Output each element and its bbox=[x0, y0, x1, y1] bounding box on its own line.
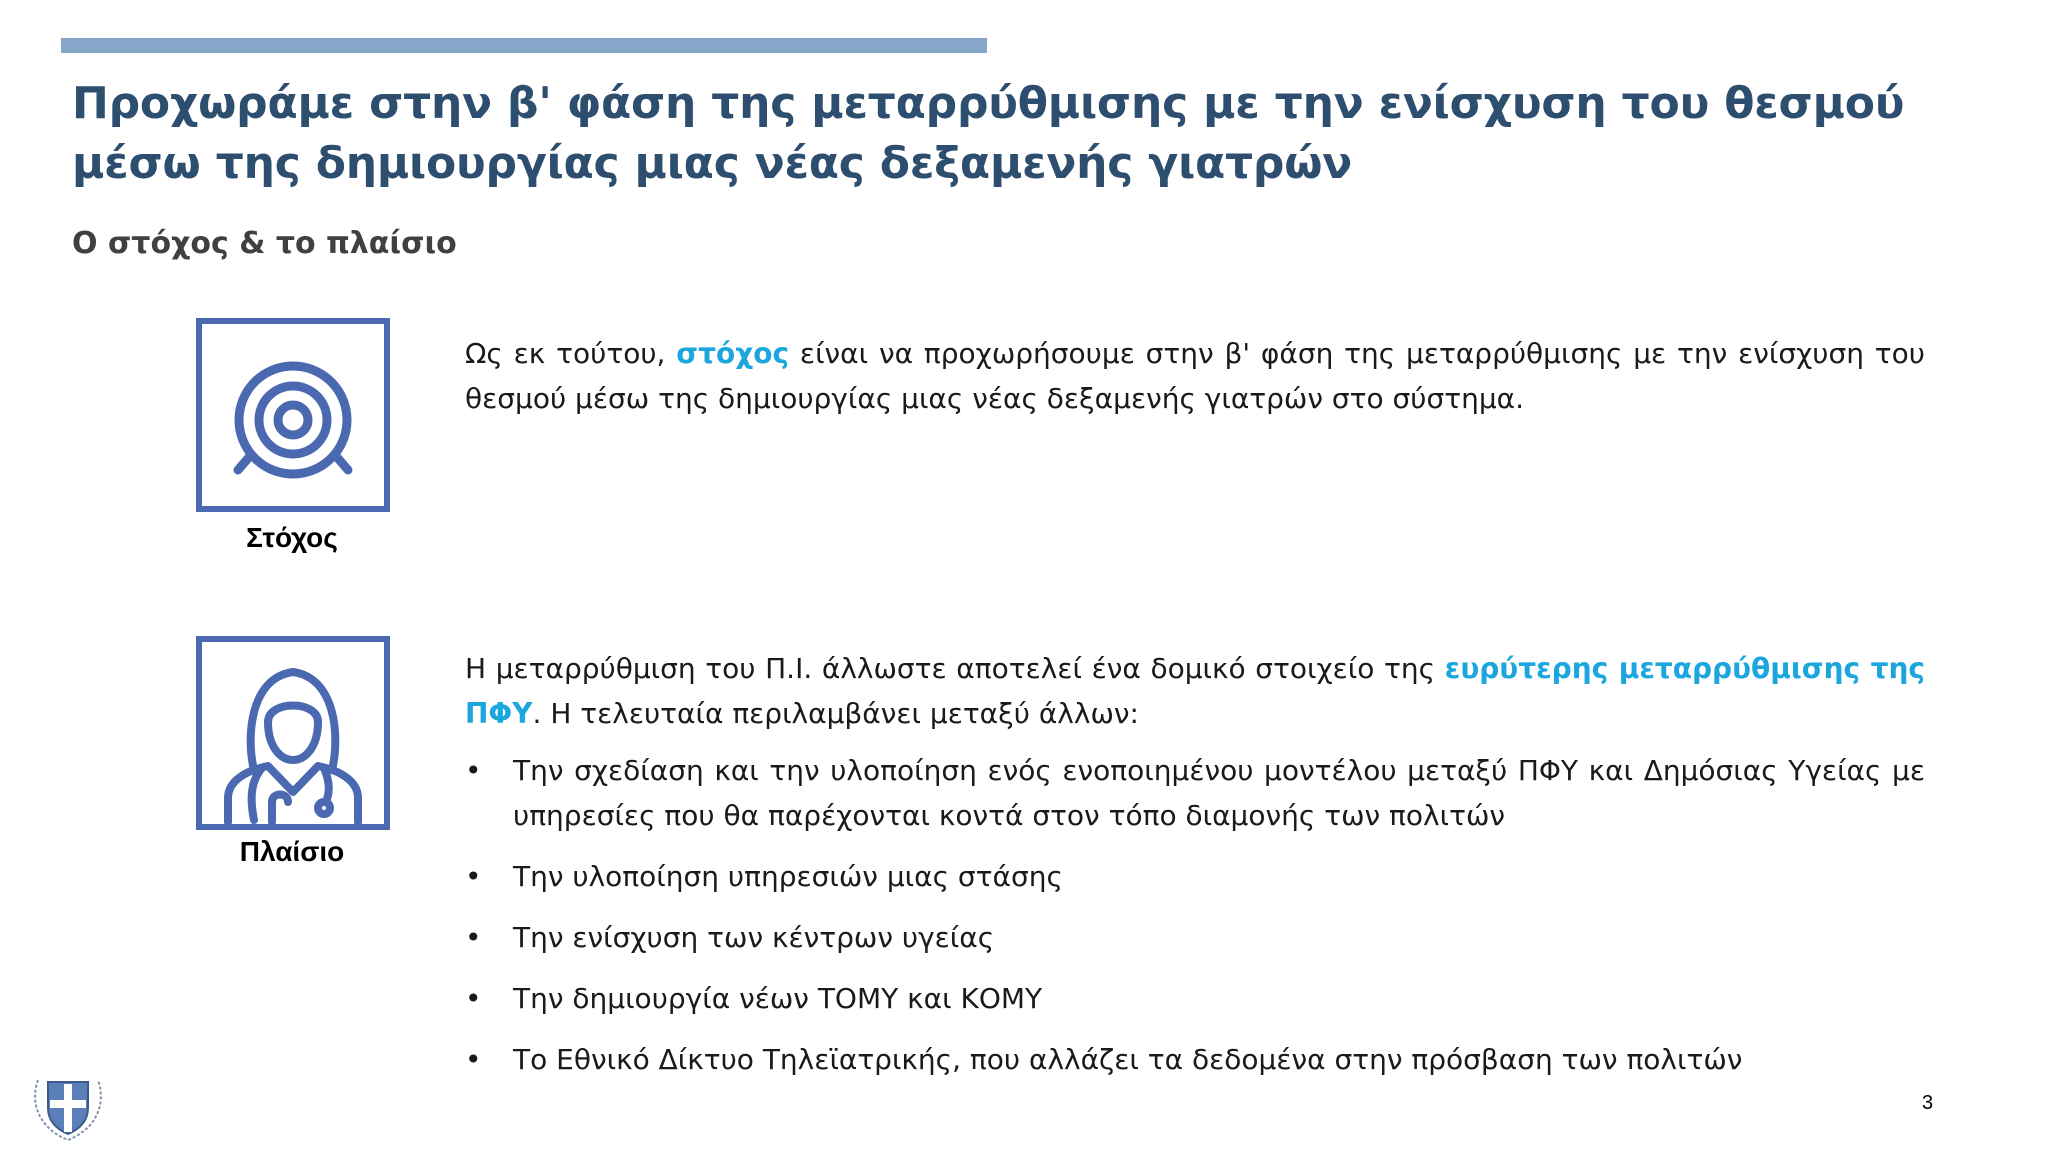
goal-paragraph bbox=[465, 331, 1925, 421]
framework-text-before: Η μεταρρύθμιση του Π.Ι. άλλωστε αποτελεί ένα δομικό στοιχείο της bbox=[465, 652, 1445, 685]
bullet-text: Την σχεδίαση και την υλοποίηση ενός ενοποιημένου μοντέλου μεταξύ ΠΦΥ και Δημόσιας Υγείας με υπηρεσίες που θα παρέχονται κοντά στον τόπο διαμονής των πολιτών bbox=[513, 754, 1925, 832]
top-accent-bar bbox=[61, 38, 987, 53]
goal-text-before: Ως εκ τούτου, bbox=[465, 337, 677, 370]
goal-caption: Στόχος bbox=[246, 522, 338, 553]
goal-text-after: είναι να προχωρήσουμε στην β' φάση της μεταρρύθμισης με την ενίσχυση του θεσμού μέσω της δημιουργίας μιας νέας δεξαμενής γιατρών στο σύστημα. bbox=[465, 337, 1925, 415]
framework-paragraph bbox=[465, 646, 1925, 736]
target-icon bbox=[196, 318, 390, 512]
goal-highlight: στόχος bbox=[676, 337, 790, 370]
bullet-text: Το Εθνικό Δίκτυο Τηλεϊατρικής, που αλλάζει τα δεδομένα στην πρόσβαση των πολιτών bbox=[513, 1043, 1743, 1076]
bullet-icon: • bbox=[465, 921, 482, 954]
framework-highlight: ευρύτερης μεταρρύθμισης της ΠΦΥ bbox=[465, 652, 1925, 730]
slide-subtitle: Ο στόχος & το πλαίσιο bbox=[72, 226, 457, 261]
list-item bbox=[465, 976, 1925, 1021]
list-item bbox=[465, 854, 1925, 899]
bullet-icon: • bbox=[465, 754, 482, 787]
bullet-icon: • bbox=[465, 1043, 482, 1076]
slide-title: Προχωράμε στην β' φάση της μεταρρύθμισης με την ενίσχυση του θεσμού μέσω της δημιουργίας μιας νέας δεξαμενής γιατρών bbox=[72, 78, 1905, 189]
bullet-text: Την υλοποίηση υπηρεσιών μιας στάσης bbox=[513, 860, 1063, 893]
framework-bullet-list bbox=[465, 748, 1925, 1098]
framework-text-after: . Η τελευταία περιλαμβάνει μεταξύ άλλων: bbox=[532, 697, 1139, 730]
list-item bbox=[465, 915, 1925, 960]
framework-caption: Πλαίσιο bbox=[239, 836, 345, 867]
list-item bbox=[465, 748, 1925, 838]
doctor-icon bbox=[196, 636, 390, 830]
coat-of-arms-logo bbox=[26, 1062, 110, 1146]
bullet-icon: • bbox=[465, 860, 482, 893]
page-number: 3 bbox=[1922, 1092, 1934, 1114]
list-item bbox=[465, 1037, 1925, 1082]
bullet-text: Την ενίσχυση των κέντρων υγείας bbox=[513, 921, 995, 954]
bullet-icon: • bbox=[465, 982, 482, 1015]
bullet-text: Την δημιουργία νέων ΤΟΜΥ και ΚΟΜΥ bbox=[513, 982, 1043, 1015]
